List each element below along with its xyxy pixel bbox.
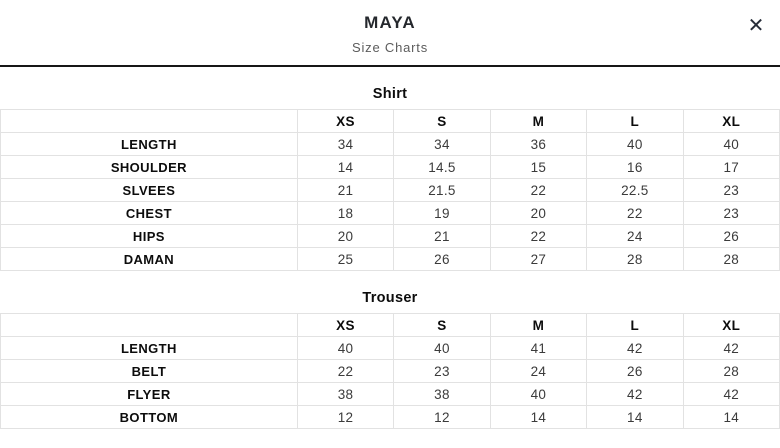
size-value: 42 (587, 337, 683, 360)
table-row (1, 406, 780, 429)
size-value: 40 (490, 383, 586, 406)
measurement-label: HIPS (1, 225, 298, 248)
table-row (1, 202, 780, 225)
measurement-column-header (1, 314, 298, 337)
size-value: 42 (683, 337, 779, 360)
size-header-row (1, 314, 780, 337)
measurement-label: SLVEES (1, 179, 298, 202)
table-row (1, 383, 780, 406)
shirt-size-chart-section (0, 86, 780, 271)
size-value: 14 (297, 156, 393, 179)
size-value: 26 (683, 225, 779, 248)
trouser-size-chart-section (0, 290, 780, 429)
modal-body (0, 86, 780, 429)
size-value: 23 (394, 360, 490, 383)
size-value: 38 (297, 383, 393, 406)
measurement-label: BOTTOM (1, 406, 298, 429)
table-row (1, 225, 780, 248)
size-value: 40 (683, 133, 779, 156)
size-value: 25 (297, 248, 393, 271)
size-value: 26 (394, 248, 490, 271)
measurement-label: BELT (1, 360, 298, 383)
modal-subtitle: Size Charts (352, 40, 428, 55)
size-value: 22 (297, 360, 393, 383)
size-value: 14.5 (394, 156, 490, 179)
size-value: 40 (587, 133, 683, 156)
size-value: 40 (297, 337, 393, 360)
size-value: 18 (297, 202, 393, 225)
size-value: 12 (297, 406, 393, 429)
size-value: 14 (683, 406, 779, 429)
size-value: 41 (490, 337, 586, 360)
table-row (1, 156, 780, 179)
size-column-header: XS (297, 110, 393, 133)
size-column-header: S (394, 314, 490, 337)
size-value: 28 (683, 248, 779, 271)
modal-header (0, 0, 780, 67)
size-value: 17 (683, 156, 779, 179)
size-value: 34 (394, 133, 490, 156)
size-value: 36 (490, 133, 586, 156)
measurement-label: SHOULDER (1, 156, 298, 179)
table-row (1, 337, 780, 360)
size-value: 42 (683, 383, 779, 406)
size-value: 21.5 (394, 179, 490, 202)
size-value: 21 (297, 179, 393, 202)
size-value: 19 (394, 202, 490, 225)
size-value: 28 (587, 248, 683, 271)
size-value: 16 (587, 156, 683, 179)
size-column-header: XL (683, 314, 779, 337)
size-column-header: XL (683, 110, 779, 133)
size-column-header: M (490, 314, 586, 337)
measurement-label: CHEST (1, 202, 298, 225)
measurement-label: FLYER (1, 383, 298, 406)
size-value: 12 (394, 406, 490, 429)
measurement-label: DAMAN (1, 248, 298, 271)
size-column-header: XS (297, 314, 393, 337)
size-value: 14 (587, 406, 683, 429)
table-row (1, 133, 780, 156)
close-icon: ✕ (747, 13, 765, 37)
table-row (1, 248, 780, 271)
shirt-section-heading: Shirt (372, 86, 408, 102)
size-value: 28 (683, 360, 779, 383)
size-value: 20 (490, 202, 586, 225)
measurement-column-header (1, 110, 298, 133)
shirt-size-table (0, 109, 780, 271)
size-value: 34 (297, 133, 393, 156)
size-value: 40 (394, 337, 490, 360)
modal-title: MAYA (364, 13, 416, 32)
trouser-size-table (0, 313, 780, 429)
size-value: 22.5 (587, 179, 683, 202)
size-column-header: M (490, 110, 586, 133)
size-value: 26 (587, 360, 683, 383)
size-value: 21 (394, 225, 490, 248)
size-value: 14 (490, 406, 586, 429)
size-column-header: L (587, 110, 683, 133)
close-button[interactable] (740, 9, 772, 41)
trouser-section-heading: Trouser (362, 290, 418, 306)
size-value: 20 (297, 225, 393, 248)
size-value: 27 (490, 248, 586, 271)
size-value: 38 (394, 383, 490, 406)
table-row (1, 179, 780, 202)
size-value: 15 (490, 156, 586, 179)
size-header-row (1, 110, 780, 133)
size-value: 23 (683, 202, 779, 225)
size-value: 22 (490, 179, 586, 202)
size-value: 22 (587, 202, 683, 225)
measurement-label: LENGTH (1, 133, 298, 156)
size-value: 24 (587, 225, 683, 248)
size-value: 22 (490, 225, 586, 248)
size-value: 23 (683, 179, 779, 202)
size-value: 24 (490, 360, 586, 383)
size-column-header: S (394, 110, 490, 133)
table-row (1, 360, 780, 383)
size-value: 42 (587, 383, 683, 406)
measurement-label: LENGTH (1, 337, 298, 360)
size-column-header: L (587, 314, 683, 337)
